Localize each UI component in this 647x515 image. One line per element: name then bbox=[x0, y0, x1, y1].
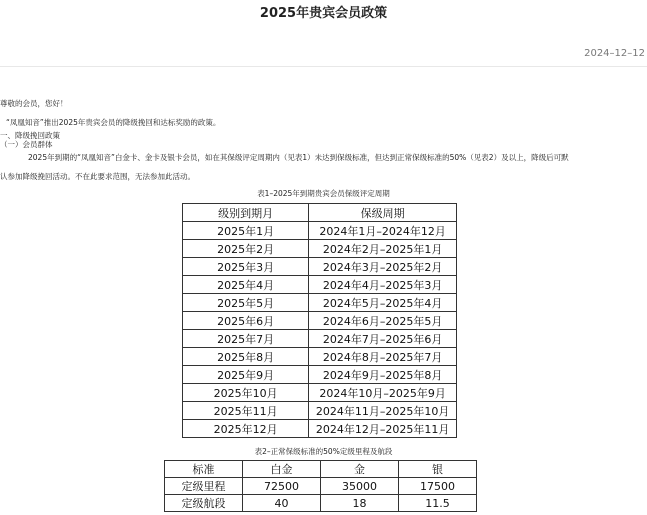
table-header-row bbox=[165, 461, 477, 478]
table-cell: 2024年6月–2025年5月 bbox=[309, 312, 457, 330]
table-cell: 2024年5月–2025年4月 bbox=[309, 294, 457, 312]
retention-period-table bbox=[182, 203, 457, 438]
table-cell: 2025年9月 bbox=[183, 366, 309, 384]
table-cell: 定级里程 bbox=[165, 478, 243, 495]
table-cell: 18 bbox=[321, 495, 399, 512]
table-cell: 2025年6月 bbox=[183, 312, 309, 330]
table-row bbox=[183, 384, 457, 402]
column-header: 白金 bbox=[243, 461, 321, 478]
table-cell: 40 bbox=[243, 495, 321, 512]
table-cell: 2025年3月 bbox=[183, 258, 309, 276]
table1-caption: 表1–2025年到期贵宾会员保级评定周期 bbox=[257, 189, 390, 198]
column-header: 标准 bbox=[165, 461, 243, 478]
table-row bbox=[183, 258, 457, 276]
table-row bbox=[183, 330, 457, 348]
table-row bbox=[183, 312, 457, 330]
standard-50-percent-table bbox=[164, 460, 477, 512]
table-row bbox=[165, 495, 477, 512]
table-cell: 2024年7月–2025年6月 bbox=[309, 330, 457, 348]
table-cell: 35000 bbox=[321, 478, 399, 495]
table-cell: 2024年3月–2025年2月 bbox=[309, 258, 457, 276]
table-cell: 定级航段 bbox=[165, 495, 243, 512]
table-row bbox=[183, 348, 457, 366]
column-header: 保级周期 bbox=[309, 204, 457, 222]
subsection-heading: （一）会员群体 bbox=[0, 140, 53, 149]
column-header: 金 bbox=[321, 461, 399, 478]
table-cell: 2024年11月–2025年10月 bbox=[309, 402, 457, 420]
paragraph-line-1: 2025年到期的“凤凰知音”白金卡、金卡及银卡会员，如在其保级评定周期内（见表1）未达到保级标准，但达到正常保级标准的50%（见表2）及以上，降级后可默 bbox=[28, 153, 569, 162]
table-cell: 2025年8月 bbox=[183, 348, 309, 366]
table-cell: 17500 bbox=[399, 478, 477, 495]
table-cell: 2024年8月–2025年7月 bbox=[309, 348, 457, 366]
table-cell: 2024年12月–2025年11月 bbox=[309, 420, 457, 438]
column-header: 银 bbox=[399, 461, 477, 478]
publish-date: 2024–12–12 bbox=[584, 48, 645, 59]
section-heading: 一、降级挽回政策 bbox=[0, 131, 60, 140]
paragraph-line-2: 认参加降级挽回活动。不在此要求范围，无法参加此活动。 bbox=[0, 172, 195, 181]
table-row bbox=[183, 276, 457, 294]
table-cell: 72500 bbox=[243, 478, 321, 495]
table-cell: 11.5 bbox=[399, 495, 477, 512]
table-row bbox=[183, 420, 457, 438]
table-cell: 2024年2月–2025年1月 bbox=[309, 240, 457, 258]
table-row bbox=[183, 366, 457, 384]
greeting-text: 尊敬的会员，您好！ bbox=[0, 99, 68, 108]
table-cell: 2025年11月 bbox=[183, 402, 309, 420]
header-divider bbox=[0, 66, 647, 67]
table-row bbox=[183, 222, 457, 240]
column-header: 级别到期月 bbox=[183, 204, 309, 222]
table-cell: 2025年1月 bbox=[183, 222, 309, 240]
intro-text: “凤凰知音”推出2025年贵宾会员的降级挽回和达标奖励的政策。 bbox=[6, 118, 221, 127]
table-cell: 2025年5月 bbox=[183, 294, 309, 312]
table-cell: 2024年9月–2025年8月 bbox=[309, 366, 457, 384]
table-cell: 2025年7月 bbox=[183, 330, 309, 348]
table-cell: 2024年1月–2024年12月 bbox=[309, 222, 457, 240]
table-cell: 2024年4月–2025年3月 bbox=[309, 276, 457, 294]
table-row bbox=[183, 294, 457, 312]
table-cell: 2025年12月 bbox=[183, 420, 309, 438]
table-cell: 2025年2月 bbox=[183, 240, 309, 258]
table-row bbox=[165, 478, 477, 495]
table-cell: 2025年10月 bbox=[183, 384, 309, 402]
table-cell: 2025年4月 bbox=[183, 276, 309, 294]
table-header-row bbox=[183, 204, 457, 222]
table2-caption: 表2–正常保级标准的50%定级里程及航段 bbox=[254, 447, 393, 456]
table-row bbox=[183, 402, 457, 420]
table-row bbox=[183, 240, 457, 258]
page-title: 2025年贵宾会员政策 bbox=[259, 6, 388, 21]
table-cell: 2024年10月–2025年9月 bbox=[309, 384, 457, 402]
